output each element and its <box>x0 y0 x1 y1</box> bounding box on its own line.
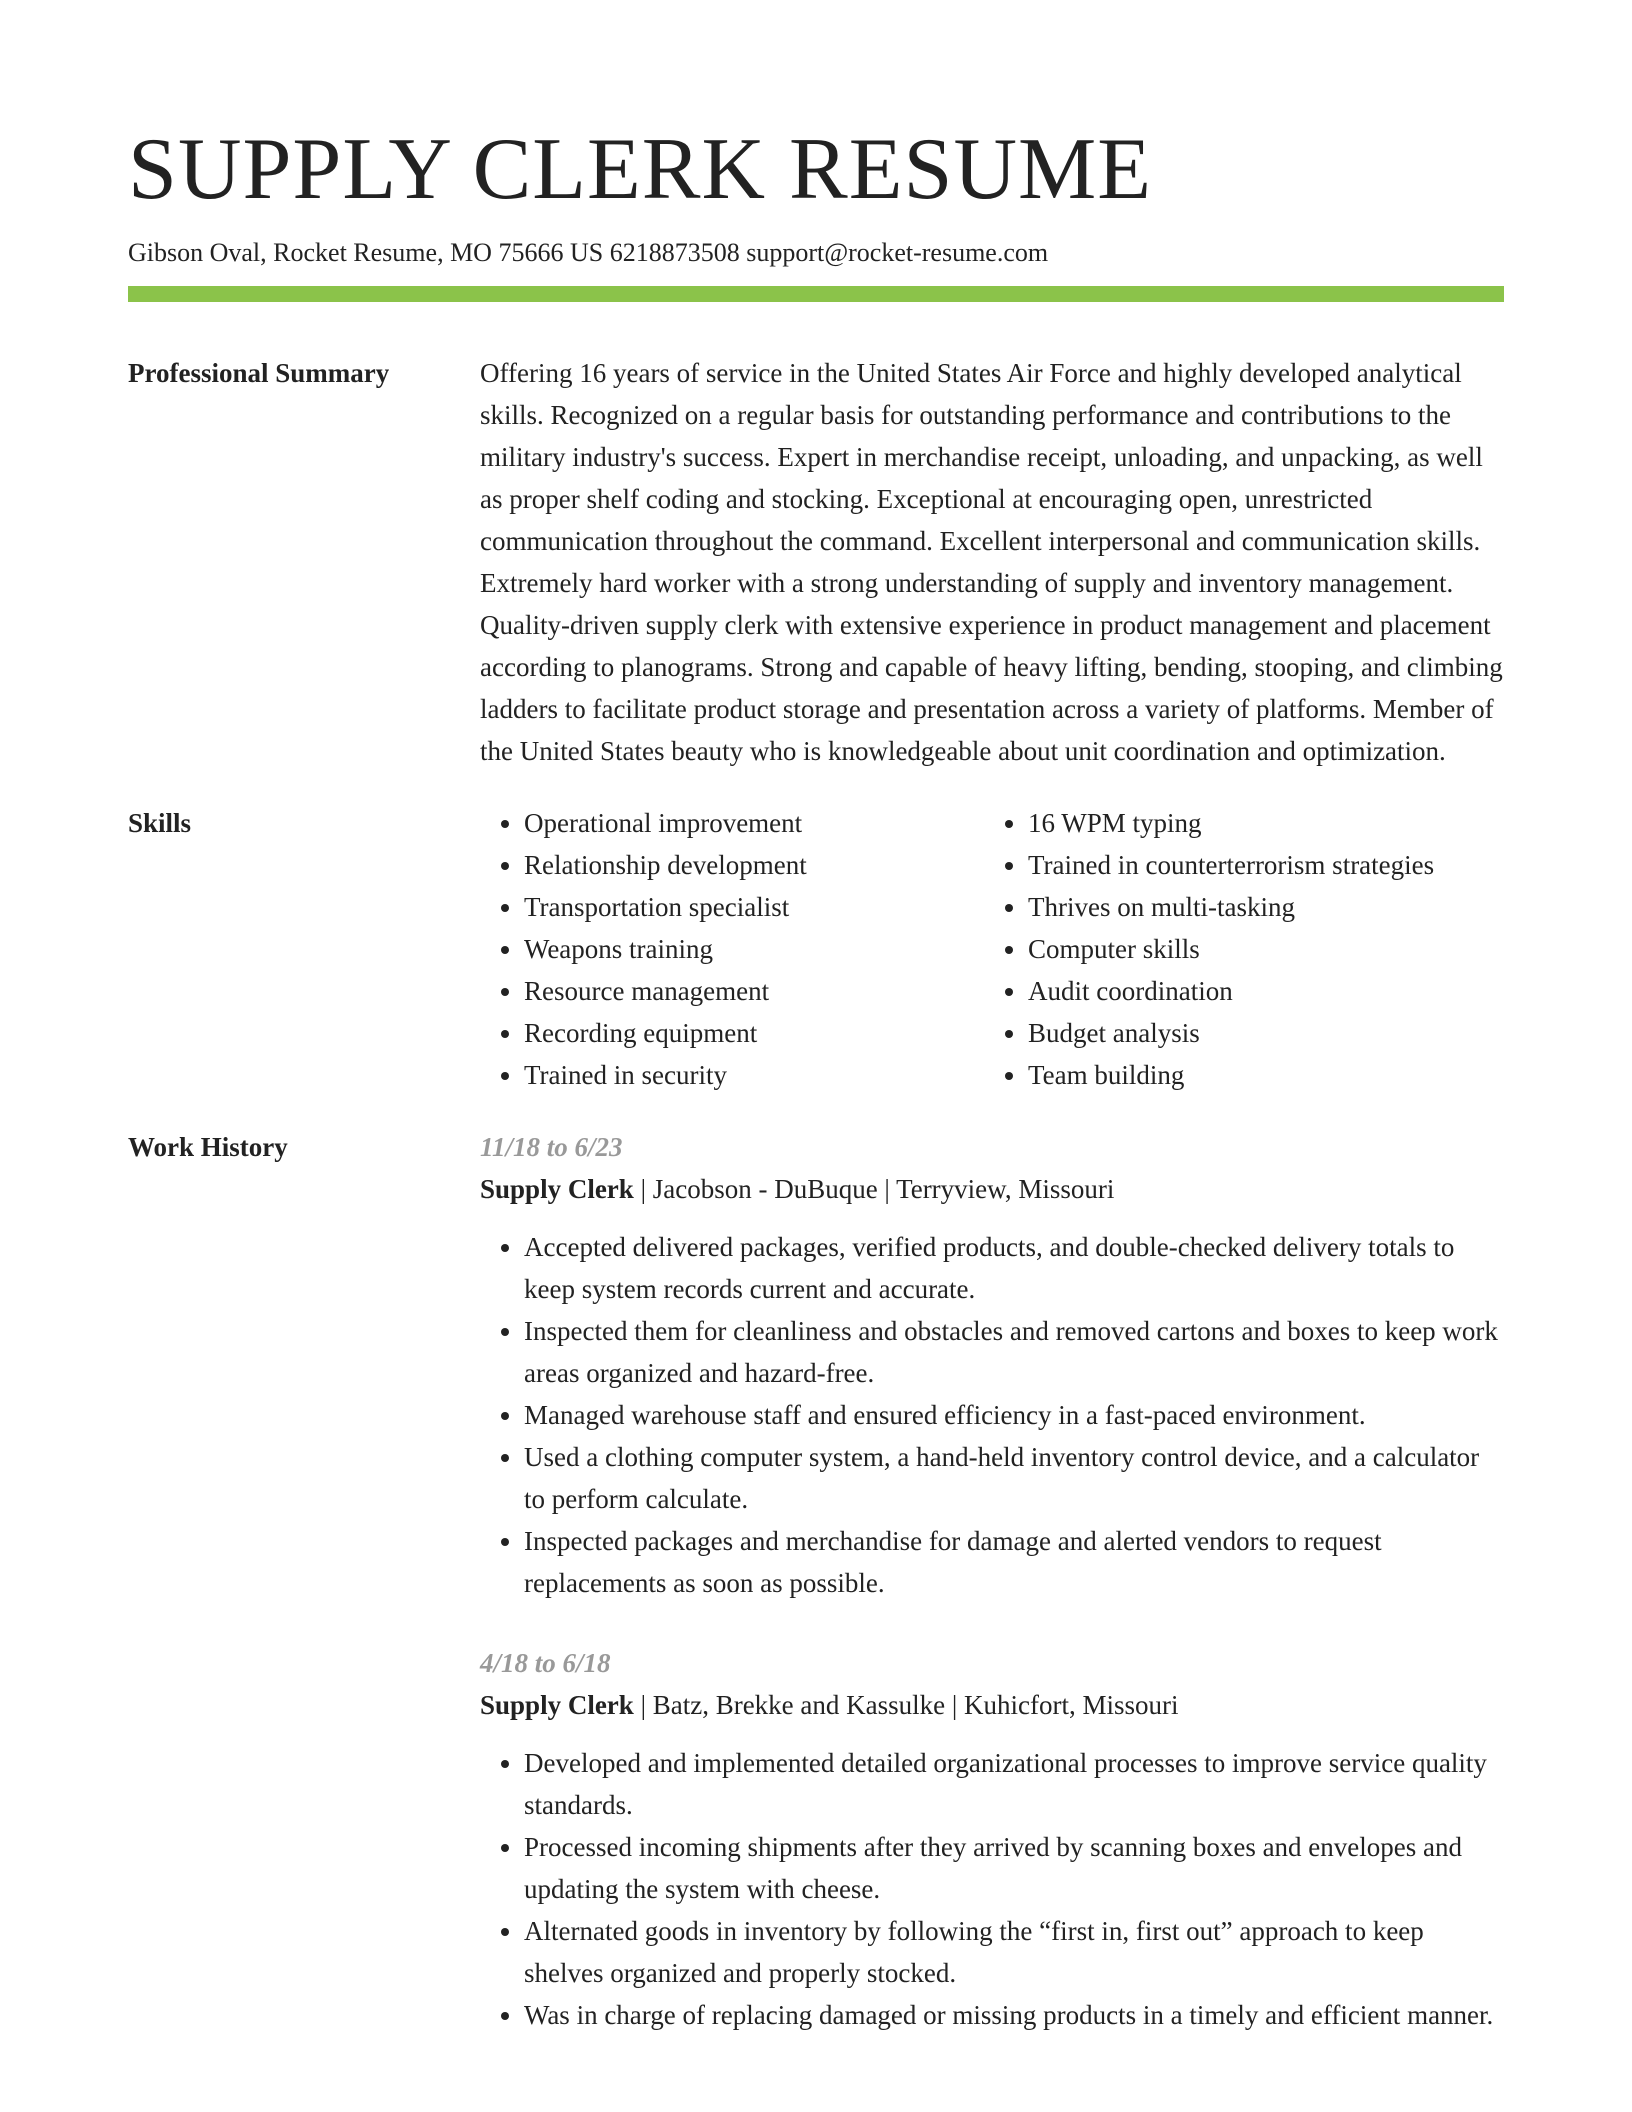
skill-item: • Thrives on multi-tasking <box>1028 886 1488 928</box>
job-employer-location: | Jacobson - DuBuque | Terryview, Missouri <box>633 1174 1115 1204</box>
skill-item: • Budget analysis <box>1028 1012 1488 1054</box>
job-title: Supply Clerk <box>480 1174 634 1204</box>
skill-item: • Team building <box>1028 1054 1488 1096</box>
job-title-line <box>480 1168 1504 1210</box>
skills-list-right <box>984 802 1488 1096</box>
job-title: Supply Clerk <box>480 1690 634 1720</box>
skills-column-right <box>984 802 1488 1096</box>
resume-page <box>128 118 1504 2036</box>
job-bullet: • Inspected packages and merchandise for damage and alerted vendors to request replacements as soon as possible. <box>524 1520 1504 1604</box>
job-bullet: • Managed warehouse staff and ensured efficiency in a fast-paced environment. <box>524 1394 1504 1436</box>
job-bullet-list <box>480 1226 1504 1604</box>
job-dates: 4/18 to 6/18 <box>480 1648 611 1678</box>
section-label-summary: Professional Summary <box>128 358 390 388</box>
job-bullet-list <box>480 1742 1504 2036</box>
job-bullet: • Alternated goods in inventory by following the “first in, first out” approach to keep shelves organized and properly stocked. <box>524 1910 1504 1994</box>
job-entry <box>480 1126 1504 1604</box>
accent-divider <box>128 286 1504 302</box>
job-dates: 11/18 to 6/23 <box>480 1132 623 1162</box>
section-label-work-history: Work History <box>128 1132 288 1162</box>
skill-item: • Transportation specialist <box>524 886 984 928</box>
skill-item: • Relationship development <box>524 844 984 886</box>
job-bullet: • Inspected them for cleanliness and obstacles and removed cartons and boxes to keep work areas organized and hazard-free. <box>524 1310 1504 1394</box>
skill-item: • Trained in counterterrorism strategies <box>1028 844 1488 886</box>
skills-grid <box>480 802 1504 1096</box>
skill-item: • Recording equipment <box>524 1012 984 1054</box>
job-bullet: • Accepted delivered packages, verified products, and double-checked delivery totals to keep system records current and accurate. <box>524 1226 1504 1310</box>
skill-item: • 16 WPM typing <box>1028 802 1488 844</box>
summary-text: Offering 16 years of service in the United States Air Force and highly developed analytical skills. Recognized on a regular basis for outstanding performance and contributions to the military industry's success. Expert in merchandise receipt, unloading, and unpacking, as well as proper shelf coding and stocking. Exceptional at encouraging open, unrestricted communication throughout the command. Excellent interpersonal and communication skills. Extremely hard worker with a strong understanding of supply and inventory management. Quality-driven supply clerk with extensive experience in product management and placement according to planograms. Strong and capable of heavy lifting, bending, stooping, and climbing ladders to facilitate product storage and presentation across a variety of platforms. Member of the United States beauty who is knowledgeable about unit coordination and optimization. <box>480 358 1503 766</box>
professional-summary-section <box>128 352 1504 772</box>
job-bullet: • Was in charge of replacing damaged or missing products in a timely and efficient manner. <box>524 1994 1504 2036</box>
job-bullet: • Developed and implemented detailed organizational processes to improve service quality standards. <box>524 1742 1504 1826</box>
skills-section <box>128 802 1504 1096</box>
section-label-skills: Skills <box>128 808 192 838</box>
job-bullet: • Processed incoming shipments after they arrived by scanning boxes and envelopes and updating the system with cheese. <box>524 1826 1504 1910</box>
skills-list-left <box>480 802 984 1096</box>
skill-item: • Audit coordination <box>1028 970 1488 1012</box>
work-history-body <box>480 1126 1504 2036</box>
resume-title: SUPPLY CLERK RESUME <box>128 121 1152 218</box>
job-title-line <box>480 1684 1504 1726</box>
contact-info: Gibson Oval, Rocket Resume, MO 75666 US 6218873508 support@rocket-resume.com <box>128 238 1049 267</box>
job-bullet: • Used a clothing computer system, a hand-held inventory control device, and a calculator to perform calculate. <box>524 1436 1504 1520</box>
skill-item: • Trained in security <box>524 1054 984 1096</box>
skill-item: • Computer skills <box>1028 928 1488 970</box>
job-employer-location: | Batz, Brekke and Kassulke | Kuhicfort, Missouri <box>633 1690 1179 1720</box>
job-entry <box>480 1642 1504 2036</box>
skill-item: • Resource management <box>524 970 984 1012</box>
skill-item: • Weapons training <box>524 928 984 970</box>
skills-column-left <box>480 802 984 1096</box>
work-history-section <box>128 1126 1504 2036</box>
skill-item: • Operational improvement <box>524 802 984 844</box>
